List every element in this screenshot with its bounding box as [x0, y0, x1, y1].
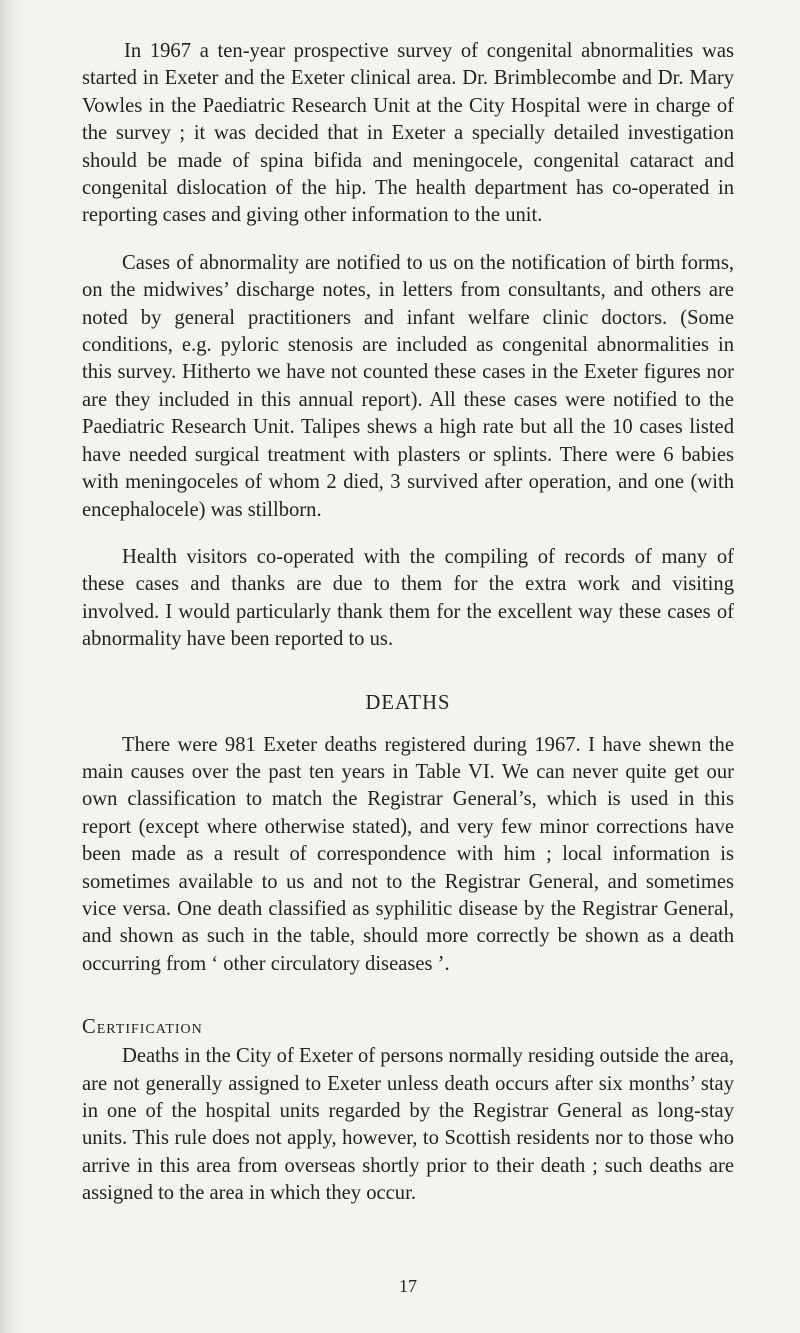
- paragraph-survey: In 1967 a ten-year prospective survey of congenital abnormalities was started in Exeter and the Exeter clinical area. Dr. Brimblecombe and Dr. Mary Vowles in the Paediatric Research Unit at the City Hospital were in charge of the survey ; it was decided that in Exeter a specially detailed investigation should be made of spina bifida and meningocele, congenital cataract and congenital dislocation of the hip. The health department has co-operated in reporting cases and giving other information to the unit.: [82, 40, 734, 227]
- page-number: 17: [399, 1276, 417, 1296]
- paragraph-health-visitors: Health visitors co-operated with the compiling of records of many of these cases and thanks are due to them for the extra work and visiting involved. I would particularly thank them for the excellent way these cases of abnormality have been reported to us.: [82, 545, 734, 651]
- paragraph-certification: Deaths in the City of Exeter of persons normally residing outside the area, are not generally assigned to Exeter unless death occurs after six months’ stay in one of the hospital units regarded by the Registrar General as long-stay units. This rule does not apply, however, to Scottish residents nor to those who arrive in this area from overseas shortly prior to their death ; such deaths are assigned to the area in which they occur.: [82, 1045, 734, 1205]
- paragraph-cases: Cases of abnormality are notified to us on the notification of birth forms, on the midwives’ discharge notes, in letters from consultants, and others are noted by general practitioners and infant welfare clinic doctors. (Some conditions, e.g. pyloric stenosis are included as congenital abnormalities in this survey. Hitherto we have not counted these cases in the Exeter figures nor are they included in this annual report). All these cases were notified to the Paediatric Research Unit. Talipes shews a high rate but all the 10 cases listed have needed surgical treatment with plasters or splints. There were 6 babies with meningoceles of whom 2 died, 3 survived after operation, and one (with encephalocele) was stillborn.: [82, 251, 734, 521]
- heading-deaths: DEATHS: [365, 691, 451, 714]
- heading-certification: Certification: [82, 1016, 203, 1039]
- page-edge-shadow: [0, 0, 22, 1333]
- paragraph-deaths: There were 981 Exeter deaths registered during 1967. I have shewn the main causes over the past ten years in Table VI. We can never quite get our own classification to match the Registrar General’s, which is used in this report (except where otherwise stated), and very few minor corrections have been made as a result of correspondence with him ; local information is sometimes available to us and not to the Registrar General, and sometimes vice versa. One death classified as syphilitic disease by the Registrar General, and shown as such in the table, should more correctly be shown as a death occurring from ‘ other circulatory diseases ’.: [82, 733, 734, 975]
- document-page: [82, 38, 734, 1296]
